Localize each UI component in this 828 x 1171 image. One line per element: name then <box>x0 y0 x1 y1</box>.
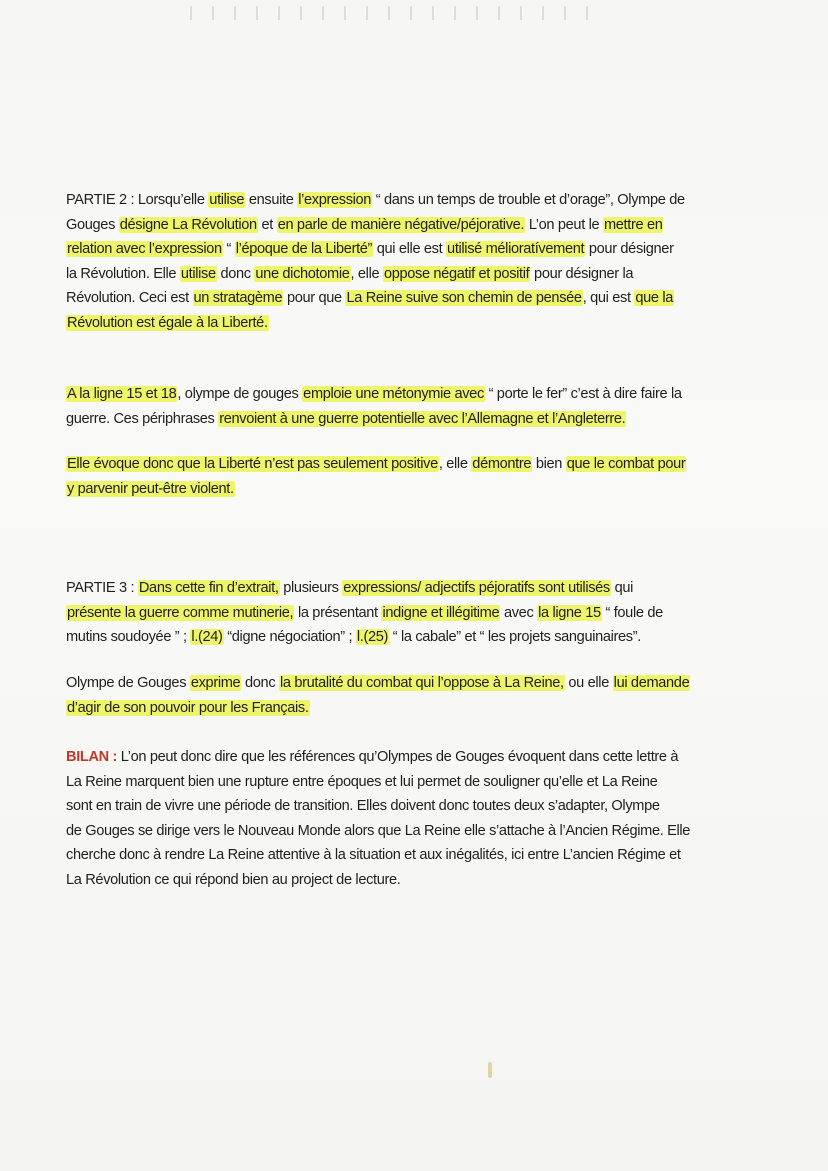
bilan-label: BILAN : <box>66 749 118 765</box>
text-line <box>66 625 746 650</box>
text-segment: la présentant <box>294 604 382 621</box>
highlighted-text: l’époque de la Liberté” <box>235 241 373 257</box>
highlighted-text: A la ligne 15 et 18 <box>67 386 177 402</box>
highlighted-text: l’expression <box>298 192 372 208</box>
text-segment: Olympe de Gouges <box>66 675 190 691</box>
text-segment: pour désigner la <box>530 265 634 282</box>
text-line <box>66 452 746 477</box>
bilan-line-5: La Révolution ce qui répond bien au project de lecture. <box>66 871 401 888</box>
text-line <box>66 407 746 432</box>
text-segment: “ foule de <box>601 604 663 621</box>
highlighted-text: d’agir de son pouvoir pour les Français. <box>67 699 309 716</box>
text-segment: , elle <box>350 265 383 282</box>
highlighted-text: exprime <box>190 675 241 691</box>
highlighted-text: que le combat pour <box>566 456 686 472</box>
highlighted-text: y parvenir peut-être violent. <box>67 480 234 497</box>
paragraph-brutalite <box>66 671 746 720</box>
text-line <box>66 286 746 311</box>
text-segment: PARTIE 2 : Lorsqu’elle <box>66 192 209 208</box>
paragraph-liberte <box>66 452 746 501</box>
highlighted-text: la brutalité du combat qui l’oppose à La Reine, <box>279 675 564 691</box>
highlighted-text: utilise <box>180 265 216 282</box>
highlighted-text: oppose négatif et positif <box>383 265 530 282</box>
text-segment: avec <box>500 604 538 621</box>
text-segment: qui <box>610 580 634 596</box>
paragraph-bilan <box>66 745 746 892</box>
text-segment: “ la cabale” et “ les projets sanguinaires”. <box>389 629 641 645</box>
highlighted-text: mettre en <box>603 216 663 233</box>
paragraph-partie-3 <box>66 576 746 650</box>
text-segment: , qui est <box>582 290 635 306</box>
text-segment: “ porte le fer” c’est à dire faire la <box>484 386 682 402</box>
text-line <box>66 213 746 238</box>
paragraph-partie-2 <box>66 188 746 335</box>
text-segment: donc <box>241 675 279 691</box>
highlighted-text: l.(25) <box>356 629 389 645</box>
text-segment: PARTIE 3 : <box>66 580 138 596</box>
highlighted-text: emploie une métonymie avec <box>303 386 484 402</box>
text-segment: , olympe de gouges <box>177 386 303 402</box>
text-segment: “digne négociation” ; <box>223 629 356 645</box>
text-segment: Gouges <box>66 216 119 233</box>
text-line <box>66 188 746 213</box>
text-line <box>66 311 746 336</box>
highlighted-text: renvoient à une guerre potentielle avec l’Allemagne et l’Angleterre. <box>219 410 626 427</box>
text-line <box>66 696 746 721</box>
bilan-line-0: L’on peut donc dire que les références qu’Olympes de Gouges évoquent dans cette lettre à <box>117 749 679 765</box>
text-line <box>66 237 746 262</box>
highlighted-text: présente la guerre comme mutinerie, <box>67 604 294 621</box>
text-segment: ensuite <box>245 192 298 208</box>
text-segment: et <box>257 216 277 233</box>
text-segment: guerre. Ces périphrases <box>66 410 219 427</box>
text-segment: bien <box>532 456 566 472</box>
text-line <box>66 576 746 601</box>
text-segment: pour que <box>283 290 346 306</box>
highlighted-text: utilisé mélioratívement <box>447 241 585 257</box>
highlighted-text: Dans cette fin d’extrait, <box>138 580 279 596</box>
highlighted-text: utilise <box>209 192 245 208</box>
highlighted-text: démontre <box>472 456 532 472</box>
paper-edge-marks <box>190 6 590 20</box>
bilan-line-4: cherche donc à rendre La Reine attentive à la situation et aux inégalités, ici entre L’ancien Régime et <box>66 847 681 863</box>
bilan-line-2: sont en train de vivre une période de transition. Elles doivent donc toutes deux s’adapter, Olympe <box>66 798 660 814</box>
text-segment: Révolution. Ceci est <box>66 290 193 306</box>
highlighted-text: La Reine suive son chemin de pensée <box>346 290 582 306</box>
text-line <box>66 671 746 696</box>
text-segment: qui elle est <box>373 241 447 257</box>
text-segment: pour désigner <box>585 241 674 257</box>
text-segment: la Révolution. Elle <box>66 265 180 282</box>
highlighted-text: désigne La Révolution <box>119 216 257 233</box>
text-segment: , elle <box>438 456 472 472</box>
highlighted-text: en parle de manière négative/péjorative. <box>277 216 525 233</box>
bilan-first-line <box>66 745 746 770</box>
highlighted-text: lui demande <box>613 675 690 691</box>
highlighted-text: Elle évoque donc que la Liberté n’est pas seulement positive <box>67 456 438 472</box>
highlighted-text: que la <box>635 290 674 306</box>
highlighted-text: expressions/ adjectifs péjoratifs sont utilisés <box>343 580 610 596</box>
bilan-line-1: La Reine marquent bien une rupture entre époques et lui permet de souligner qu’elle et La Reine <box>66 773 658 790</box>
text-segment: ou elle <box>564 675 613 691</box>
text-segment: L’on peut le <box>525 216 603 233</box>
text-line <box>66 477 746 502</box>
text-line <box>66 262 746 287</box>
highlighted-text: Révolution est égale à la Liberté. <box>67 314 268 331</box>
paragraph-ligne-15 <box>66 382 746 431</box>
text-segment: donc <box>216 265 255 282</box>
bilan-line-3: de Gouges se dirige vers le Nouveau Monde alors que La Reine elle s’attache à l’Ancien Régime. Elle <box>66 822 691 839</box>
text-line <box>66 601 746 626</box>
text-segment: “ dans un temps de trouble et d’orage”, Olympe de <box>372 192 685 208</box>
highlighted-text: une dichotomie <box>255 265 350 282</box>
highlighted-text: un stratagème <box>193 290 283 306</box>
highlighted-text: la ligne 15 <box>538 604 601 621</box>
text-segment: plusieurs <box>279 580 343 596</box>
highlighted-text: indigne et illégitime <box>382 604 500 621</box>
text-segment: mutins soudoyée ” ; <box>66 629 191 645</box>
highlighted-text: l.(24) <box>191 629 223 645</box>
highlighted-text: relation avec l’expression <box>67 241 222 257</box>
ink-mark <box>488 1062 492 1078</box>
text-line <box>66 382 746 407</box>
text-segment: “ <box>222 241 235 257</box>
